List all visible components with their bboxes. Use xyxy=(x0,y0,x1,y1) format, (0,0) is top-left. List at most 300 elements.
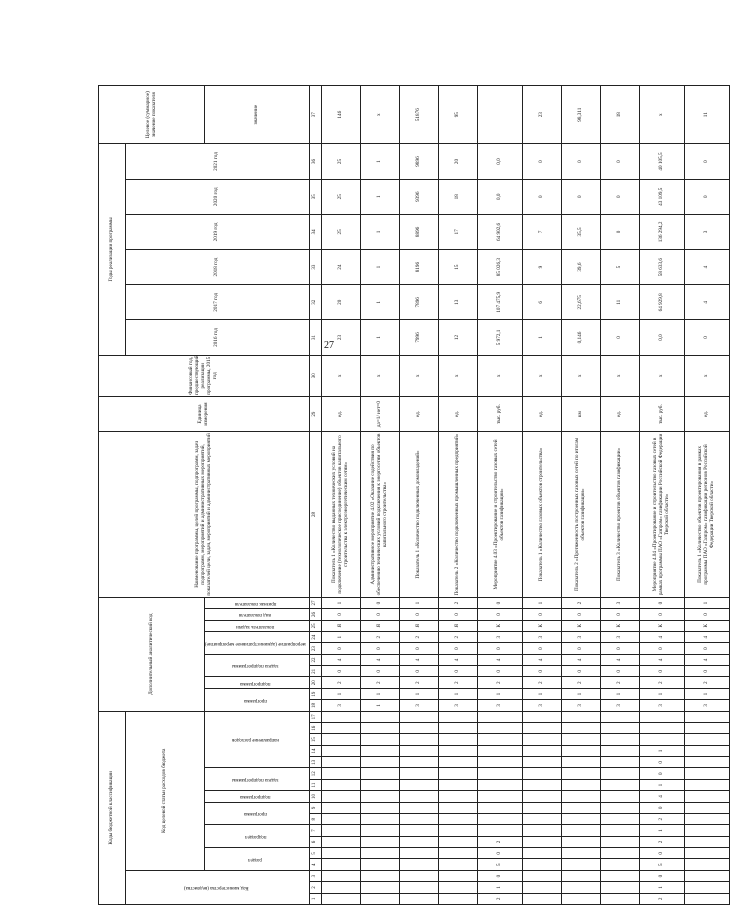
code-cell: 4 xyxy=(600,654,639,665)
code-cell xyxy=(561,802,600,813)
year-value-cell: 0 xyxy=(522,179,561,214)
base-year-cell: х xyxy=(522,355,561,396)
code-cell: 0 xyxy=(561,643,600,654)
code-cell xyxy=(639,711,684,722)
code-cell: 4 xyxy=(438,654,477,665)
code-cell: 0 xyxy=(639,768,684,779)
name-header: Наименование программы, целей программы, подпрограмм, задач подпрограмм, мероприятий и административных мероприятий, показателей цели, задач, мероприятий и административных мероприятий xyxy=(99,432,310,598)
year-value-cell: 9 xyxy=(522,250,561,285)
row-name-cell: Показатель 1 «Количество выданных технических условий на подключение (технологическое присоединение) объектов капитального строительства к электроэнергетическим сетям» xyxy=(321,432,360,598)
code-cell: 2 xyxy=(600,677,639,688)
year-value-cell: 18 xyxy=(438,179,477,214)
code-cell xyxy=(438,802,477,813)
code-cell xyxy=(522,723,561,734)
year-value-cell: 0 xyxy=(600,214,639,249)
code-cell: Я xyxy=(321,620,360,631)
code-cell: 0 xyxy=(639,609,684,620)
column-index-cell: 25 xyxy=(309,620,321,631)
year-value-cell: 0 xyxy=(684,179,729,214)
code-cell: 2 xyxy=(561,597,600,608)
year-value-cell: 5 972,1 xyxy=(477,320,522,355)
code-cell xyxy=(600,711,639,722)
year-2018-header: 2018 год xyxy=(126,250,310,285)
column-index-cell: 31 xyxy=(309,320,321,355)
code-cell: 4 xyxy=(684,654,729,665)
code-cell: 0 xyxy=(561,666,600,677)
row-name-cell: Показатель 2 «Протяженность построенных газовых сетей по итогам объектов газификации» xyxy=(561,432,600,598)
code-cell: 1 xyxy=(477,882,522,893)
base-year-cell: х xyxy=(639,355,684,396)
code-cell xyxy=(477,734,522,745)
row-name-cell: Показатель 3 «Количество проектов объектов газификации» xyxy=(600,432,639,598)
year-value-cell: 7996 xyxy=(399,320,438,355)
code-cell xyxy=(684,757,729,768)
year-value-cell: 0 xyxy=(684,144,729,179)
code-cell xyxy=(600,836,639,847)
table-row xyxy=(399,86,438,905)
code-cell xyxy=(399,802,438,813)
code-cell xyxy=(399,734,438,745)
code-cell: 3 xyxy=(600,700,639,711)
year-value-cell: 5 xyxy=(600,250,639,285)
year-value-cell: 107 475,9 xyxy=(477,285,522,320)
code-cell: 1 xyxy=(684,688,729,699)
code-cell: К xyxy=(561,620,600,631)
unit-cell: ед. xyxy=(399,396,438,431)
base-year-cell: х xyxy=(600,355,639,396)
code-cell xyxy=(639,723,684,734)
column-index-cell: 23 xyxy=(309,643,321,654)
unit-cell: км xyxy=(561,396,600,431)
column-index-cell: 24 xyxy=(309,632,321,643)
code-cell xyxy=(684,859,729,870)
year-value-cell: 3 xyxy=(684,214,729,249)
code-cell xyxy=(399,836,438,847)
base-year-header: Финансовый год, предшествующий реализации программы, 2015 год xyxy=(99,355,310,396)
code-cell: 0 xyxy=(639,848,684,859)
year-value-cell: 1 xyxy=(360,320,399,355)
code-cell: 2 xyxy=(639,677,684,688)
code-cell: 0 xyxy=(639,597,684,608)
year-value-cell: 8196 xyxy=(399,250,438,285)
year-value-cell: 1 xyxy=(360,179,399,214)
code-cell xyxy=(477,791,522,802)
extra-flag-header: признак показателя xyxy=(205,597,310,608)
code-cell: 5 xyxy=(477,859,522,870)
year-value-cell: 1 xyxy=(360,144,399,179)
base-year-cell: х xyxy=(684,355,729,396)
code-cell xyxy=(321,757,360,768)
code-cell xyxy=(321,734,360,745)
code-cell: 3 xyxy=(477,632,522,643)
code-cell: 4 xyxy=(561,654,600,665)
code-cell: 0 xyxy=(600,609,639,620)
table-row xyxy=(522,86,561,905)
code-cell: 4 xyxy=(360,654,399,665)
code-cell: 2 xyxy=(438,632,477,643)
code-cell xyxy=(360,779,399,790)
final-value-cell: 18 xyxy=(600,86,639,144)
code-cell: 0 xyxy=(321,666,360,677)
code-cell: 2 xyxy=(399,632,438,643)
rotated-table-container xyxy=(98,85,715,905)
code-cell: 0 xyxy=(522,609,561,620)
code-cell: 2 xyxy=(438,597,477,608)
year-value-cell: 43 109,5 xyxy=(639,179,684,214)
code-cell xyxy=(399,711,438,722)
code-cell xyxy=(477,825,522,836)
extra-kind-header: вид показателя xyxy=(205,609,310,620)
code-cell: 5 xyxy=(639,859,684,870)
code-cell xyxy=(360,757,399,768)
column-index-cell: 15 xyxy=(309,734,321,745)
code-cell: 0 xyxy=(684,643,729,654)
task-header: задача подпрограммы xyxy=(205,768,310,791)
table-row xyxy=(360,86,399,905)
year-value-cell: 6 xyxy=(522,285,561,320)
code-cell xyxy=(684,825,729,836)
code-cell xyxy=(399,882,438,893)
year-value-cell: 0 xyxy=(600,320,639,355)
year-value-cell: 9396 xyxy=(399,179,438,214)
code-cell xyxy=(522,711,561,722)
code-cell xyxy=(522,802,561,813)
code-cell xyxy=(360,870,399,881)
code-cell xyxy=(561,848,600,859)
code-cell xyxy=(438,882,477,893)
code-cell xyxy=(684,768,729,779)
code-cell: 1 xyxy=(360,700,399,711)
base-year-cell: х xyxy=(561,355,600,396)
code-cell xyxy=(477,745,522,756)
code-cell: 1 xyxy=(639,882,684,893)
code-cell xyxy=(477,723,522,734)
code-cell xyxy=(561,893,600,904)
code-cell: 1 xyxy=(522,688,561,699)
code-cell xyxy=(360,882,399,893)
code-cell: 0 xyxy=(477,609,522,620)
code-cell: 3 xyxy=(522,632,561,643)
year-value-cell: 25 xyxy=(321,144,360,179)
unit-cell: ед. xyxy=(438,396,477,431)
code-cell: Я xyxy=(399,620,438,631)
code-cell: 4 xyxy=(477,654,522,665)
code-cell: 0 xyxy=(438,609,477,620)
code-cell xyxy=(561,859,600,870)
code-cell: 0 xyxy=(477,666,522,677)
year-value-cell: 0,0 xyxy=(477,144,522,179)
code-cell xyxy=(522,768,561,779)
code-cell xyxy=(321,711,360,722)
year-value-cell: 9896 xyxy=(399,144,438,179)
code-cell: 1 xyxy=(561,688,600,699)
code-cell: 2 xyxy=(561,677,600,688)
base-year-cell: х xyxy=(477,355,522,396)
table-row xyxy=(684,86,729,905)
code-cell xyxy=(399,870,438,881)
code-cell xyxy=(600,893,639,904)
code-cell xyxy=(360,825,399,836)
code-cell xyxy=(600,779,639,790)
code-cell: 2 xyxy=(360,632,399,643)
code-cell: 1 xyxy=(477,688,522,699)
code-cell xyxy=(522,893,561,904)
code-cell: 0 xyxy=(321,643,360,654)
column-index-cell: 34 xyxy=(309,214,321,249)
code-cell: 1 xyxy=(321,688,360,699)
code-cell: 2 xyxy=(639,893,684,904)
code-cell xyxy=(522,791,561,802)
code-cell xyxy=(600,723,639,734)
row-name-cell: Показатель 1 «Количество объектов проектирования в рамках программы ПАО «Газпром» газификации регионов Российской Федерации Тверской области» xyxy=(684,432,729,598)
code-cell xyxy=(321,825,360,836)
year-2020-header: 2020 год xyxy=(126,179,310,214)
code-cell: 2 xyxy=(477,836,522,847)
code-cell xyxy=(360,768,399,779)
code-cell: 3 xyxy=(600,597,639,608)
year-value-cell: 1 xyxy=(360,214,399,249)
code-cell: 0 xyxy=(360,666,399,677)
base-year-cell: х xyxy=(399,355,438,396)
code-cell: 1 xyxy=(399,688,438,699)
code-cell xyxy=(360,745,399,756)
code-cell xyxy=(321,893,360,904)
year-value-cell: 4 xyxy=(684,250,729,285)
code-cell xyxy=(561,711,600,722)
column-index-cell: 22 xyxy=(309,654,321,665)
table-row xyxy=(561,86,600,905)
code-cell xyxy=(477,802,522,813)
code-cell xyxy=(684,779,729,790)
code-cell xyxy=(321,723,360,734)
code-cell xyxy=(399,848,438,859)
year-value-cell: 17 xyxy=(438,214,477,249)
code-cell xyxy=(684,882,729,893)
code-cell xyxy=(522,814,561,825)
unit-cell: ед. xyxy=(522,396,561,431)
code-cell: 2 xyxy=(639,814,684,825)
final-value-cell: 11 xyxy=(684,86,729,144)
code-cell: 2 xyxy=(639,836,684,847)
year-value-cell: 85 026,3 xyxy=(477,250,522,285)
code-cell xyxy=(399,779,438,790)
code-cell xyxy=(600,802,639,813)
code-cell xyxy=(360,802,399,813)
code-cell xyxy=(477,814,522,825)
code-cell: 0 xyxy=(477,643,522,654)
code-cell xyxy=(321,814,360,825)
code-cell xyxy=(600,768,639,779)
code-cell xyxy=(684,802,729,813)
code-cell xyxy=(321,779,360,790)
year-value-cell: 4 xyxy=(684,285,729,320)
code-cell: 1 xyxy=(522,597,561,608)
code-cell xyxy=(561,836,600,847)
code-cell xyxy=(600,870,639,881)
code-cell: 0 xyxy=(522,643,561,654)
column-index-cell: 3 xyxy=(309,870,321,881)
code-cell: 2 xyxy=(522,677,561,688)
year-value-cell: 23 xyxy=(321,320,360,355)
year-value-cell: 0 xyxy=(522,144,561,179)
code-cell: 0 xyxy=(477,870,522,881)
column-index-cell: 14 xyxy=(309,745,321,756)
code-cell xyxy=(438,848,477,859)
code-cell xyxy=(684,734,729,745)
year-value-cell: 1 xyxy=(360,285,399,320)
code-cell: 3 xyxy=(438,700,477,711)
year-value-cell: 64 929,8 xyxy=(639,285,684,320)
code-cell: 0 xyxy=(639,870,684,881)
column-index-cell: 30 xyxy=(309,355,321,396)
code-cell xyxy=(522,848,561,859)
year-value-cell: 0,0 xyxy=(639,320,684,355)
final-value-cell: 146 xyxy=(321,86,360,144)
column-index-cell: 16 xyxy=(309,723,321,734)
year-value-cell: 58 633,6 xyxy=(639,250,684,285)
final-value-subheader: значение xyxy=(205,86,310,144)
code-cell: 0 xyxy=(360,597,399,608)
extra-program-header: программа xyxy=(205,688,310,711)
code-cell xyxy=(522,757,561,768)
row-name-cell: Показатель 1 «Количество подключенных домовладений» xyxy=(399,432,438,598)
code-cell xyxy=(561,723,600,734)
code-cell: 2 xyxy=(684,677,729,688)
year-value-cell: 13 xyxy=(438,285,477,320)
code-cell: 0 xyxy=(639,643,684,654)
code-cell: К xyxy=(477,620,522,631)
code-cell xyxy=(360,814,399,825)
code-cell xyxy=(684,791,729,802)
table-row xyxy=(321,86,360,905)
code-cell: 3 xyxy=(561,700,600,711)
code-cell: 0 xyxy=(522,666,561,677)
code-cell: 1 xyxy=(321,597,360,608)
year-value-cell: 0 xyxy=(561,179,600,214)
code-cell xyxy=(600,859,639,870)
final-value-cell: х xyxy=(639,86,684,144)
code-cell: 4 xyxy=(639,654,684,665)
extra-task-header: задача подпрограммы xyxy=(205,654,310,677)
code-cell xyxy=(522,825,561,836)
final-value-cell: 98,311 xyxy=(561,86,600,144)
base-year-cell: х xyxy=(438,355,477,396)
code-cell: 3 xyxy=(477,700,522,711)
code-cell: 0 xyxy=(438,666,477,677)
final-value-cell xyxy=(477,86,522,144)
code-cell xyxy=(684,745,729,756)
year-value-cell: 136 294,2 xyxy=(639,214,684,249)
code-cell xyxy=(438,745,477,756)
code-cell xyxy=(522,882,561,893)
column-index-cell: 21 xyxy=(309,666,321,677)
code-cell xyxy=(438,723,477,734)
year-value-cell: 0 xyxy=(684,320,729,355)
code-cell xyxy=(360,859,399,870)
column-index-cell: 1 xyxy=(309,893,321,904)
table-row xyxy=(477,86,522,905)
base-year-cell: х xyxy=(360,355,399,396)
code-cell xyxy=(600,791,639,802)
code-cell: 3 xyxy=(321,700,360,711)
year-value-cell: 7 xyxy=(522,214,561,249)
extra-indicator-header: показатель задачи xyxy=(205,620,310,631)
code-cell xyxy=(438,825,477,836)
column-index-cell: 26 xyxy=(309,609,321,620)
code-cell xyxy=(438,711,477,722)
code-cell xyxy=(399,745,438,756)
year-value-cell: 40 105,5 xyxy=(639,144,684,179)
code-cell xyxy=(684,893,729,904)
final-value-cell: 95 xyxy=(438,86,477,144)
code-cell: 4 xyxy=(399,654,438,665)
code-cell xyxy=(399,814,438,825)
code-cell: 1 xyxy=(639,745,684,756)
code-cell xyxy=(522,779,561,790)
year-value-cell: 0 xyxy=(600,179,639,214)
code-cell: 0 xyxy=(561,609,600,620)
code-cell: 0 xyxy=(477,848,522,859)
column-index-cell: 10 xyxy=(309,791,321,802)
code-cell xyxy=(321,768,360,779)
year-value-cell: 35,5 xyxy=(561,214,600,249)
code-cell: 0 xyxy=(321,609,360,620)
code-cell xyxy=(684,870,729,881)
code-cell: Я xyxy=(360,620,399,631)
code-cell xyxy=(522,836,561,847)
column-index-cell: 13 xyxy=(309,757,321,768)
subprogram-header: подпрограмма xyxy=(205,791,310,802)
year-value-cell: 25 xyxy=(321,179,360,214)
column-index-cell: 11 xyxy=(309,779,321,790)
code-cell: 0 xyxy=(360,643,399,654)
unit-cell: ед. xyxy=(600,396,639,431)
code-cell xyxy=(684,814,729,825)
table-row xyxy=(639,86,684,905)
unit-cell: тыс. руб. xyxy=(477,396,522,431)
column-index-cell: 20 xyxy=(309,677,321,688)
code-cell xyxy=(399,859,438,870)
code-cell xyxy=(321,791,360,802)
code-cell: 0 xyxy=(639,757,684,768)
code-cell xyxy=(438,757,477,768)
column-index-cell: 2 xyxy=(309,882,321,893)
year-value-cell: 0 xyxy=(600,144,639,179)
code-cell xyxy=(477,768,522,779)
code-cell: 0 xyxy=(684,609,729,620)
code-cell xyxy=(522,859,561,870)
code-cell xyxy=(522,870,561,881)
code-cell: 3 xyxy=(561,632,600,643)
column-index-cell: 5 xyxy=(309,848,321,859)
column-index-cell: 28 xyxy=(309,432,321,598)
code-cell xyxy=(561,882,600,893)
code-cell xyxy=(561,791,600,802)
code-cell xyxy=(321,882,360,893)
code-cell xyxy=(399,791,438,802)
code-cell: 3 xyxy=(399,700,438,711)
year-value-cell: 25 xyxy=(321,214,360,249)
code-cell xyxy=(438,768,477,779)
final-value-header: Целевое (суммарное) значение показателя xyxy=(99,86,205,144)
final-value-cell: 23 xyxy=(522,86,561,144)
code-cell xyxy=(522,734,561,745)
base-year-cell: х xyxy=(321,355,360,396)
column-index-cell: 32 xyxy=(309,285,321,320)
column-index-cell: 27 xyxy=(309,597,321,608)
year-2017-header: 2017 год xyxy=(126,285,310,320)
column-index-cell: 35 xyxy=(309,179,321,214)
